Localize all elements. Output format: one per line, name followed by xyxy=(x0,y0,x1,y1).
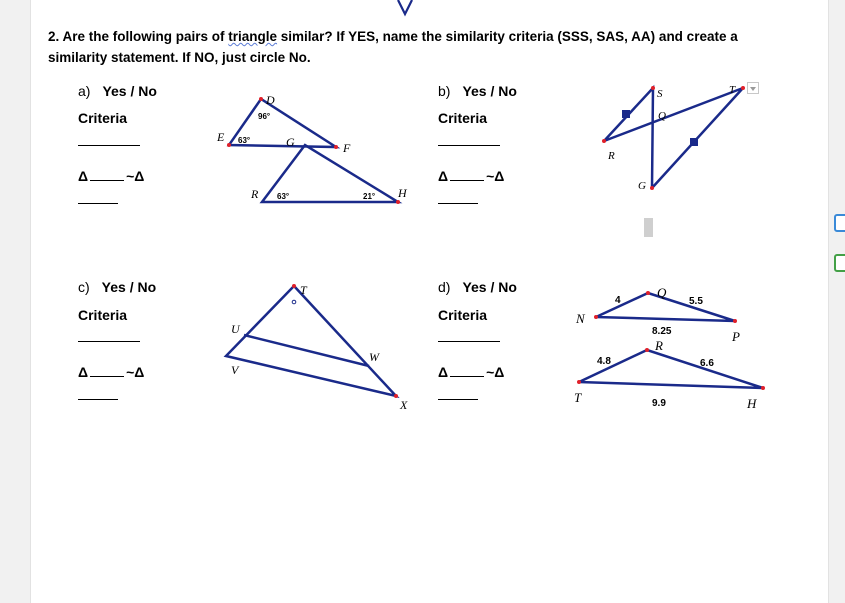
figure-c-vertex-v: V xyxy=(231,363,239,377)
figure-a-angle-e: 63° xyxy=(238,136,251,145)
figure-a-angle-r: 63° xyxy=(277,192,290,201)
figure-d-point-p xyxy=(733,319,737,323)
part-a-tilde: ~ xyxy=(126,168,135,184)
part-b-criteria-label: Criteria xyxy=(438,110,488,126)
part-c-tilde: ~ xyxy=(126,364,135,380)
figure-b-vertex-t: T xyxy=(729,84,736,96)
figure-c-vertex-t: T xyxy=(300,283,307,297)
comment-icon[interactable] xyxy=(834,214,845,232)
figure-a-vertex-g: G xyxy=(286,135,295,149)
figure-d-vertex-q: Q xyxy=(657,285,667,300)
figure-d-length-tr: 4.8 xyxy=(597,356,611,367)
figure-b-bowtie xyxy=(604,88,743,188)
figure-a-point-f xyxy=(334,145,338,149)
chevron-down-icon[interactable] xyxy=(747,82,759,94)
part-d-tilde: ~ xyxy=(486,364,495,380)
figure-a-point-e xyxy=(227,143,231,147)
figure-d-point-r xyxy=(645,348,649,352)
part-a-delta-1: Δ xyxy=(78,168,89,184)
figure-c-vertex-x: X xyxy=(400,398,408,412)
part-c-delta-2: Δ xyxy=(134,364,145,380)
figure-b-vertex-q: Q xyxy=(658,110,666,122)
figure-b-vertex-s: S xyxy=(657,88,663,100)
figure-d-point-n xyxy=(594,315,598,319)
part-c-label: c) xyxy=(78,279,90,295)
figure-b-point-g xyxy=(650,186,654,190)
figure-b xyxy=(604,88,743,188)
part-d-yes-no[interactable]: Yes / No xyxy=(462,279,517,295)
figure-d-length-rh: 6.6 xyxy=(700,358,714,369)
question-text-start: 2. Are the following pairs of xyxy=(48,29,229,44)
part-b-delta-1: Δ xyxy=(438,168,449,184)
figure-a-point-h xyxy=(396,200,400,204)
figure-c-point-x xyxy=(394,394,398,398)
figure-c-point-t xyxy=(292,284,296,288)
part-b-yes-no[interactable]: Yes / No xyxy=(462,83,517,99)
figure-d-length-th: 9.9 xyxy=(652,398,666,409)
part-b-label: b) xyxy=(438,83,451,99)
part-d-delta-1: Δ xyxy=(438,364,449,380)
part-c-yes-no[interactable]: Yes / No xyxy=(101,279,157,295)
edit-icon[interactable] xyxy=(834,254,845,272)
part-b-delta-2: Δ xyxy=(494,168,505,184)
figure-d-point-t xyxy=(577,380,581,384)
figure-a-angle-d: 96° xyxy=(258,112,271,121)
figure-d-vertex-h: H xyxy=(747,396,757,411)
figure-d-length-qp: 5.5 xyxy=(689,296,703,307)
figure-d-vertex-t: T xyxy=(574,390,582,405)
figure-a-angle-h: 21° xyxy=(363,192,376,201)
figure-a-vertex-d: D xyxy=(266,93,275,107)
figure-b-tick-mark-1 xyxy=(622,110,630,118)
part-d-label: d) xyxy=(438,279,451,295)
figure-b-point-s xyxy=(651,86,655,90)
figure-c-vertex-w: W xyxy=(369,350,379,364)
figure-b-point-t xyxy=(741,86,745,90)
figure-d-vertex-p: P xyxy=(732,329,740,344)
part-c-criteria-label: Criteria xyxy=(78,307,128,323)
figure-c-small-circle xyxy=(292,300,296,304)
figure-a-vertex-f: F xyxy=(343,141,351,155)
text-cursor xyxy=(644,218,653,237)
figure-a-vertex-r: R xyxy=(251,187,259,201)
figure-b-vertex-g: G xyxy=(638,180,646,192)
figure-d-vertex-r: R xyxy=(655,338,663,353)
part-d-criteria-label: Criteria xyxy=(438,307,488,323)
part-a-criteria-label: Criteria xyxy=(78,110,128,126)
figure-d-point-h xyxy=(761,386,765,390)
part-a-label: a) xyxy=(78,83,91,99)
part-d-delta-2: Δ xyxy=(494,364,505,380)
part-a-delta-2: Δ xyxy=(134,168,145,184)
part-b-tilde: ~ xyxy=(486,168,495,184)
figure-b-vertex-r: R xyxy=(608,150,615,162)
figure-b-point-r xyxy=(602,139,606,143)
figure-c xyxy=(226,286,396,396)
figure-c-segment-uw xyxy=(244,335,369,366)
spellcheck-word: triangle xyxy=(228,29,278,44)
figure-d-point-q xyxy=(646,291,650,295)
cutoff-figure-mark xyxy=(398,0,412,14)
figure-a-point-d xyxy=(259,97,263,101)
part-a-yes-no[interactable]: Yes / No xyxy=(102,83,157,99)
figure-a-vertex-h: H xyxy=(398,186,407,200)
figure-b-tick-mark-2 xyxy=(690,138,698,146)
question-text-end: similar? If YES, name the similarity criteria (SSS, SAS, AA) and create a similarity statement. If NO, just circle No. xyxy=(48,29,738,65)
figure-d-length-nq: 4 xyxy=(615,295,621,306)
part-c-delta-1: Δ xyxy=(78,364,89,380)
figure-c-triangle-tvx xyxy=(226,286,396,396)
figure-a-vertex-e: E xyxy=(217,130,225,144)
figure-d-vertex-n: N xyxy=(576,311,585,326)
figure-c-vertex-u: U xyxy=(231,322,240,336)
figure-d-length-np: 8.25 xyxy=(652,326,672,337)
